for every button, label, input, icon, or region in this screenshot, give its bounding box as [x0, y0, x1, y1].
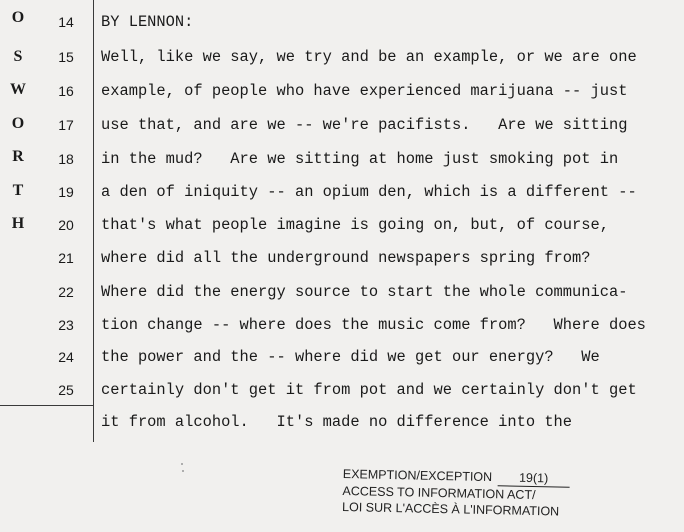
line-number: 14	[58, 14, 74, 30]
exemption-label: EXEMPTION/EXCEPTION	[342, 466, 493, 485]
line-number: 20	[58, 217, 74, 233]
margin-letter: O	[11, 115, 25, 132]
transcript-line: a den of iniquity -- an opium den, which is a different --	[101, 183, 637, 201]
scan-speck	[182, 470, 184, 472]
transcript-line: certainly don't get it from pot and we certainly don't get	[101, 381, 637, 399]
stamp-act-line: ACCESS TO INFORMATION ACT/	[342, 483, 536, 503]
margin-letter: S	[13, 48, 23, 65]
line-number: 21	[58, 250, 74, 266]
transcript-line: the power and the -- where did we get our energy? We	[101, 348, 600, 366]
scan-speck	[181, 463, 183, 465]
transcript-line: Where did the energy source to start the whole communica-	[101, 283, 628, 301]
line-number: 24	[58, 349, 74, 365]
margin-horizontal-rule	[0, 405, 93, 406]
line-number: 22	[58, 284, 74, 300]
stamp-loi-line: LOI SUR L'ACCÈS À L'INFORMATION	[341, 499, 560, 519]
transcript-line: tion change -- where does the music come from? Where does	[101, 316, 646, 334]
margin-letter: W	[10, 81, 26, 98]
exemption-value: 19(1)	[497, 469, 569, 488]
line-number: 16	[58, 83, 74, 99]
line-number: 25	[58, 382, 74, 398]
line-number: 19	[58, 184, 74, 200]
margin-letter: T	[12, 182, 24, 199]
transcript-line: that's what people imagine is going on, but, of course,	[101, 216, 609, 234]
transcript-line: BY LENNON:	[101, 13, 194, 31]
transcript-line: in the mud? Are we sitting at home just smoking pot in	[101, 150, 619, 168]
line-number: 15	[58, 49, 74, 65]
transcript-line: example, of people who have experienced marijuana -- just	[101, 82, 628, 100]
transcript-line: use that, and are we -- we're pacifists. Are we sitting	[101, 116, 628, 134]
transcript-line: Well, like we say, we try and be an example, or we are one	[101, 48, 637, 66]
transcript-line: where did all the underground newspapers spring from?	[101, 249, 591, 267]
line-number: 18	[58, 151, 74, 167]
transcript-line: it from alcohol. It's made no difference into the	[101, 413, 573, 431]
margin-vertical-rule	[93, 0, 94, 442]
margin-letter: H	[11, 215, 25, 232]
margin-letter: O	[11, 9, 25, 26]
line-number: 23	[58, 317, 74, 333]
line-number: 17	[58, 117, 74, 133]
margin-letter: R	[12, 148, 24, 165]
access-to-information-stamp	[342, 466, 573, 520]
